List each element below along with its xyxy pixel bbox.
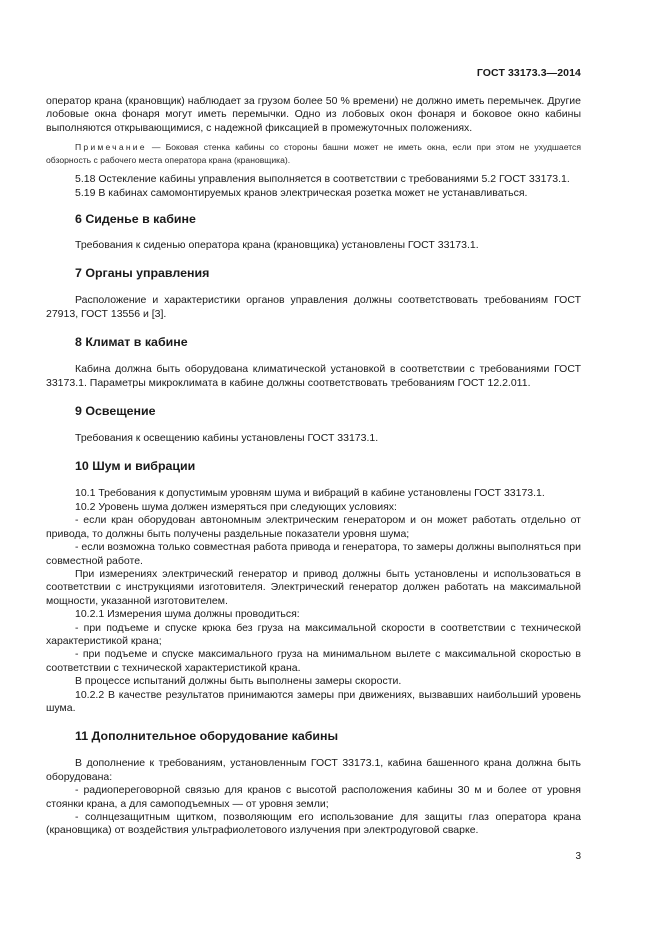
section-8-paragraph: Кабина должна быть оборудована климатической установкой в соответствии с требованиями ГОСТ 33173.1. Параметры микроклимата в кабине должны соответствовать требованиям ГОСТ 12.2.011. <box>46 363 581 389</box>
section-9-heading: 9 Освещение <box>75 404 156 419</box>
document-id-header: ГОСТ 33173.3—2014 <box>476 67 581 79</box>
intro-paragraph: оператор крана (крановщик) наблюдает за грузом более 50 % времени) не должно иметь перемычек. Другие лобовые окна фонаря могут иметь перемычки. Одно из лобовых окон фонаря и боковое окно кабины выполняются открывающимися, с надежной фиксацией в промежуточных положениях. <box>46 95 581 134</box>
note-paragraph <box>46 141 581 167</box>
section-9-paragraph: Требования к освещению кабины установлены ГОСТ 33173.1. <box>75 432 379 445</box>
section-11-heading: 11 Дополнительное оборудование кабины <box>75 729 339 744</box>
clause-5-18: 5.18 Остекление кабины управления выполняется в соответствии с требованиями 5.2 ГОСТ 33173.1. <box>75 173 570 186</box>
note-label: Примечание <box>75 142 147 153</box>
clause-10-2-1: 10.2.1 Измерения шума должны проводиться: <box>75 608 300 621</box>
list-item: - солнцезащитным щитком, позволяющим его использование для защиты глаз оператора крана (крановщика) от воздействия ультрафиолетового излучения при электродуговой сварке. <box>46 811 581 837</box>
section-6-paragraph: Требования к сиденью оператора крана (крановщика) установлены ГОСТ 33173.1. <box>75 239 479 252</box>
note-text: — Боковая стенка кабины со стороны башни может не иметь окна, если при этом не ухудшается обзорность с рабочего места оператора крана (крановщика). <box>46 142 581 166</box>
page-content <box>46 95 581 838</box>
list-item: - если кран оборудован автономным электрическим генератором и он может работать отдельно от привода, то должны быть получены раздельные показатели уровня шума; <box>46 514 581 540</box>
measurement-paragraph: При измерениях электрический генератор и привод должны быть установлены и использоваться в соответствии с инструкциями изготовителя. Электрический генератор должен работать на максимальной мощности, указанной изготовителем. <box>46 567 581 607</box>
clause-10-2: 10.2 Уровень шума должен измеряться при следующих условиях: <box>75 500 397 513</box>
section-11-paragraph: В дополнение к требованиям, установленным ГОСТ 33173.1, кабина башенного крана должна быть оборудована: <box>46 757 581 783</box>
section-8-heading: 8 Климат в кабине <box>75 335 188 350</box>
section-6-heading: 6 Сиденье в кабине <box>75 212 196 227</box>
list-item: - при подъеме и спуске максимального груза на минимальном вылете с максимальной скоростью в соответствии с технической характеристикой крана. <box>46 648 581 674</box>
list-item: - при подъеме и спуске крюка без груза на максимальной скорости в соответствии с технической характеристикой крана; <box>46 621 581 647</box>
clause-10-2-2: 10.2.2 В качестве результатов принимаются замеры при движениях, вызвавших наибольший уровень шума. <box>46 688 581 714</box>
list-item: - если возможна только совместная работа привода и генератора, то замеры должны выполняться при совместной работе. <box>46 541 581 567</box>
section-10-heading: 10 Шум и вибрации <box>75 459 196 474</box>
section-7-heading: 7 Органы управления <box>75 266 210 281</box>
section-7-paragraph: Расположение и характеристики органов управления должны соответствовать требованиям ГОСТ 27913, ГОСТ 13556 и [3]. <box>46 294 581 320</box>
list-item: - радиопереговорной связью для кранов с высотой расположения кабины 30 м и более от уровня стоянки крана, а для самоподъемных — от уровня земли; <box>46 784 581 810</box>
page-number: 3 <box>575 851 581 862</box>
speed-paragraph: В процессе испытаний должны быть выполнены замеры скорости. <box>75 675 402 688</box>
clause-5-19: 5.19 В кабинах самомонтируемых кранов электрическая розетка может не устанавливаться. <box>75 186 528 199</box>
clause-10-1: 10.1 Требования к допустимым уровням шума и вибраций в кабине установлены ГОСТ 33173.1. <box>75 487 545 500</box>
